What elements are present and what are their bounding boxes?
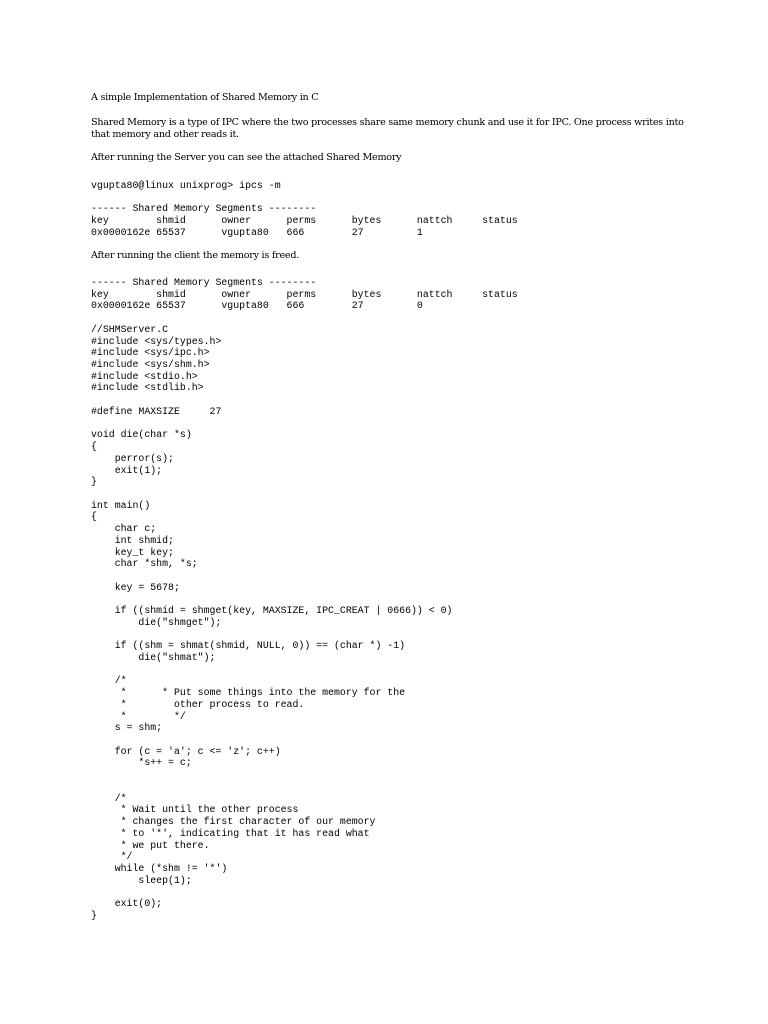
after-client-note: After running the client the memory is freed. bbox=[91, 250, 300, 261]
code-line: } bbox=[91, 476, 97, 488]
code-line bbox=[91, 781, 518, 793]
code-line: int main() bbox=[91, 499, 151, 511]
code-line: { bbox=[91, 441, 97, 453]
code-line: 0x0000162e 65537 vgupta80 666 27 1 bbox=[91, 226, 423, 238]
code-line: ------ Shared Memory Segments -------- bbox=[91, 277, 317, 288]
code-line: die("shmget"); bbox=[91, 616, 222, 628]
code-line: while (*shm != '*') bbox=[91, 862, 228, 874]
code-line: char *shm, *s; bbox=[91, 558, 198, 570]
code-line: key shmid owner perms bytes nattch status bbox=[91, 288, 518, 300]
code-line: s = shm; bbox=[91, 722, 163, 734]
code-line bbox=[91, 418, 518, 430]
code-line bbox=[91, 664, 518, 676]
code-line: #include <sys/shm.h> bbox=[91, 359, 210, 371]
code-line bbox=[91, 922, 518, 934]
code-line bbox=[91, 192, 518, 204]
code-line: sleep(1); bbox=[91, 874, 192, 886]
code-line: * * Put some things into the memory for the bbox=[91, 687, 406, 699]
code-line: for (c = 'a'; c <= 'z'; c++) bbox=[91, 745, 281, 757]
code-line: * changes the first character of our memory bbox=[91, 816, 376, 828]
code-line: *s++ = c; bbox=[91, 757, 192, 769]
code-line: #define MAXSIZE 27 bbox=[91, 405, 222, 417]
code-line bbox=[91, 769, 518, 781]
code-line: perror(s); bbox=[91, 452, 174, 464]
code-line bbox=[91, 312, 518, 324]
code-line: key shmid owner perms bytes nattch status bbox=[91, 215, 518, 227]
code-line: #include <stdio.h> bbox=[91, 370, 198, 382]
intro-paragraph: Shared Memory is a type of IPC where the two processes share same memory chunk and use it for IPC. One process writes into that memory and other reads it. bbox=[91, 117, 684, 140]
code-line: die("shmat"); bbox=[91, 652, 216, 663]
code-line: exit(1); bbox=[91, 464, 163, 476]
code-line bbox=[91, 570, 518, 582]
code-line: #include <stdlib.h> bbox=[91, 382, 204, 394]
code-line: * other process to read. bbox=[91, 698, 305, 710]
code-line: * we put there. bbox=[91, 839, 210, 851]
code-line bbox=[91, 734, 518, 746]
code-line: char c; bbox=[91, 523, 157, 535]
code-line bbox=[91, 886, 518, 898]
code-line: int shmid; bbox=[91, 534, 174, 546]
code-line: 0x0000162e 65537 vgupta80 666 27 0 bbox=[91, 300, 423, 312]
code-line: #include <sys/ipc.h> bbox=[91, 347, 210, 359]
code-line: if ((shmid = shmget(key, MAXSIZE, IPC_CREAT | 0666)) < 0) bbox=[91, 605, 453, 617]
code-line: key = 5678; bbox=[91, 581, 180, 593]
code-line: } bbox=[91, 909, 97, 921]
code-listing-after bbox=[91, 277, 518, 933]
code-line: if ((shm = shmat(shmid, NULL, 0)) == (char *) -1) bbox=[91, 640, 406, 652]
code-line: /* bbox=[91, 792, 127, 804]
code-line: * */ bbox=[91, 710, 186, 722]
code-listing-before bbox=[91, 180, 518, 239]
code-line: key_t key; bbox=[91, 546, 174, 558]
code-line bbox=[91, 593, 518, 605]
code-line: */ bbox=[91, 851, 133, 863]
code-line bbox=[91, 488, 518, 500]
code-line bbox=[91, 394, 518, 406]
code-line: vgupta80@linux unixprog> ipcs -m bbox=[91, 180, 281, 191]
code-line: { bbox=[91, 511, 97, 523]
code-line: * Wait until the other process bbox=[91, 804, 299, 816]
code-line: //SHMServer.C bbox=[91, 323, 169, 335]
code-line: ------ Shared Memory Segments -------- bbox=[91, 203, 317, 215]
code-line: /* bbox=[91, 675, 127, 687]
code-line: * to '*', indicating that it has read what bbox=[91, 827, 370, 839]
code-line: exit(0); bbox=[91, 898, 163, 910]
document-title: A simple Implementation of Shared Memory in C bbox=[91, 92, 319, 103]
code-line: void die(char *s) bbox=[91, 429, 192, 441]
code-line bbox=[91, 629, 518, 641]
code-line: #include <sys/types.h> bbox=[91, 335, 222, 347]
after-server-note: After running the Server you can see the attached Shared Memory bbox=[91, 152, 402, 163]
